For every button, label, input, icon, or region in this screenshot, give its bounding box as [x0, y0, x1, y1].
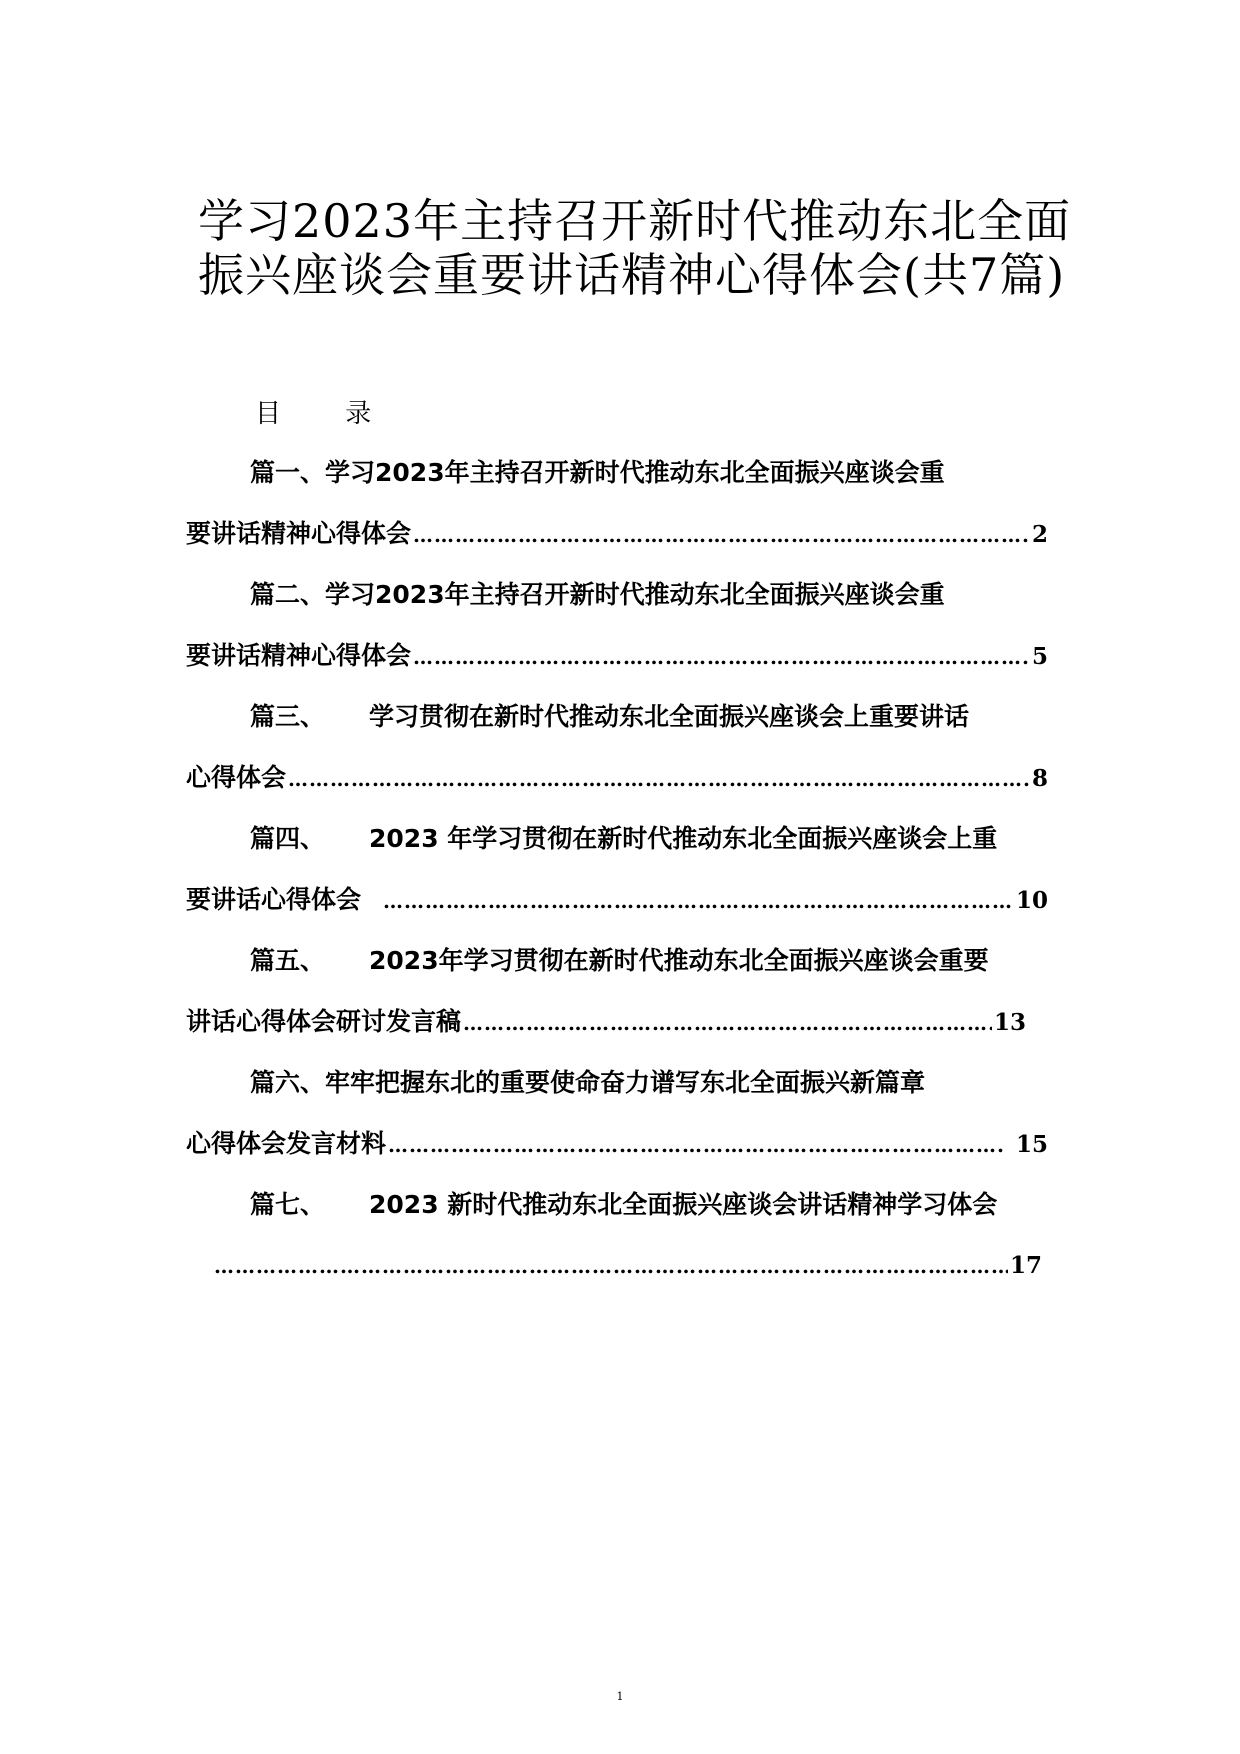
toc-entry[interactable] [186, 814, 1048, 936]
toc-entry-title-continued: 要讲话精神心得体会 [186, 641, 412, 670]
toc-entry-number: 篇七、 [250, 1190, 326, 1219]
toc-entry-number: 篇二、 [250, 580, 326, 609]
document-title: 学习2023年主持召开新时代推动东北全面振兴座谈会重要讲话精神心得体会(共7篇) [198, 194, 1072, 302]
toc-entry-title: 学习贯彻在新时代推动东北全面振兴座谈会上重要讲话 [369, 702, 970, 731]
toc-entry[interactable] [186, 936, 1048, 1058]
toc-entry[interactable] [186, 448, 1048, 570]
dot-leader [388, 1120, 1004, 1170]
toc-entry[interactable] [186, 1058, 1048, 1180]
dot-leader [413, 632, 1030, 682]
toc-entry-title-continued: 心得体会发言材料 [186, 1129, 387, 1158]
toc-entry[interactable] [186, 692, 1048, 814]
toc-entry-number: 篇一、 [250, 458, 326, 487]
toc-entry-title: 牢牢把握东北的重要使命奋力谱写东北全面振兴新篇章 [325, 1068, 926, 1097]
toc-entry-title-continued: 要讲话心得体会 [186, 885, 362, 914]
toc-entry-page: 15 [1015, 1131, 1048, 1158]
toc-entry-number: 篇五、 [250, 946, 326, 975]
dot-leader [413, 510, 1030, 560]
toc-entry-title: 学习2023年主持召开新时代推动东北全面振兴座谈会重 [325, 580, 945, 609]
dot-leader [463, 998, 992, 1048]
toc-entry-number: 篇四、 [250, 824, 326, 853]
toc-entry-title: 2023 年学习贯彻在新时代推动东北全面振兴座谈会上重 [369, 824, 998, 853]
toc-entry-title: 学习2023年主持召开新时代推动东北全面振兴座谈会重 [325, 458, 945, 487]
page-number: 1 [616, 1690, 624, 1703]
dot-leader [383, 876, 1014, 926]
toc-entry-page: 17 [1009, 1252, 1042, 1279]
table-of-contents [186, 448, 1048, 1302]
toc-entry-title-continued: 讲话心得体会研讨发言稿 [186, 1007, 462, 1036]
toc-entry-title: 2023 新时代推动东北全面振兴座谈会讲话精神学习体会 [369, 1190, 998, 1219]
toc-entry-number: 篇三、 [250, 702, 326, 731]
toc-entry-title: 2023年学习贯彻在新时代推动东北全面振兴座谈会重要 [369, 946, 989, 975]
dot-leader [214, 1241, 1008, 1291]
dot-leader [288, 754, 1030, 804]
toc-entry-page: 8 [1031, 765, 1048, 792]
toc-entry-page: 2 [1031, 521, 1048, 548]
toc-entry-page: 5 [1031, 643, 1048, 670]
toc-entry-page: 13 [993, 1009, 1026, 1036]
toc-entry-title-continued: 要讲话精神心得体会 [186, 519, 412, 548]
toc-entry-title-continued: 心得体会 [186, 763, 287, 792]
toc-entry[interactable] [186, 570, 1048, 692]
toc-entry-page: 10 [1015, 887, 1048, 914]
toc-heading: 目 录 [255, 399, 400, 429]
toc-entry-number: 篇六、 [250, 1068, 326, 1097]
toc-entry[interactable] [186, 1180, 1048, 1302]
